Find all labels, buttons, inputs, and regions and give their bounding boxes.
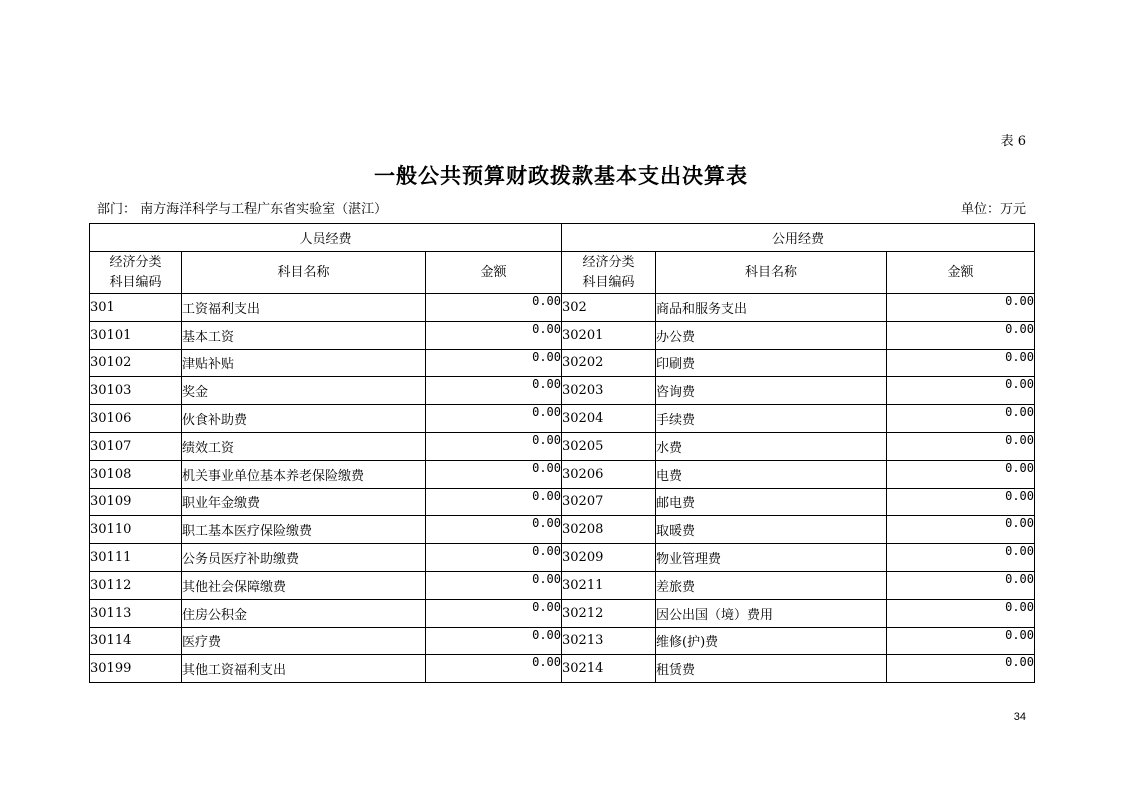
- section-personnel: 人员经费: [90, 224, 562, 252]
- right-name-cell: 差旅费: [656, 571, 887, 599]
- left-code-cell: 30114: [90, 627, 182, 655]
- right-code-cell: 30208: [562, 516, 656, 544]
- left-amount-cell: 0.00: [426, 655, 562, 683]
- left-amount-cell: 0.00: [426, 349, 562, 377]
- left-amount-cell: 0.00: [426, 627, 562, 655]
- left-name-cell: 职工基本医疗保险缴费: [182, 516, 426, 544]
- right-name-cell: 物业管理费: [656, 544, 887, 572]
- table-row: [90, 294, 1035, 322]
- left-code-cell: 30112: [90, 571, 182, 599]
- table-row: [90, 516, 1035, 544]
- left-code-cell: 30102: [90, 349, 182, 377]
- right-amount-cell: 0.00: [887, 405, 1035, 433]
- left-amount-cell: 0.00: [426, 377, 562, 405]
- right-amount-cell: 0.00: [887, 655, 1035, 683]
- left-name-cell: 伙食补助费: [182, 405, 426, 433]
- header-name-left: 科目名称: [182, 252, 426, 294]
- right-amount-cell: 0.00: [887, 599, 1035, 627]
- right-name-cell: 咨询费: [656, 377, 887, 405]
- table-number: 表 6: [1000, 134, 1026, 149]
- left-code-cell: 30106: [90, 405, 182, 433]
- table-row: [90, 405, 1035, 433]
- table-row: [90, 460, 1035, 488]
- right-amount-cell: 0.00: [887, 321, 1035, 349]
- left-name-cell: 医疗费: [182, 627, 426, 655]
- right-name-cell: 手续费: [656, 405, 887, 433]
- header-amount-left: 金额: [426, 252, 562, 294]
- left-name-cell: 基本工资: [182, 321, 426, 349]
- header-code-right: 经济分类 科目编码: [562, 252, 656, 294]
- right-amount-cell: 0.00: [887, 571, 1035, 599]
- right-amount-cell: 0.00: [887, 377, 1035, 405]
- table-row: [90, 627, 1035, 655]
- left-name-cell: 奖金: [182, 377, 426, 405]
- left-code-cell: 30109: [90, 488, 182, 516]
- left-name-cell: 其他工资福利支出: [182, 655, 426, 683]
- right-amount-cell: 0.00: [887, 349, 1035, 377]
- left-code-cell: 30107: [90, 432, 182, 460]
- table-row: [90, 544, 1035, 572]
- left-code-cell: 30111: [90, 544, 182, 572]
- right-name-cell: 印刷费: [656, 349, 887, 377]
- right-name-cell: 水费: [656, 432, 887, 460]
- budget-table: [89, 223, 1035, 683]
- page-title: 一般公共预算财政拨款基本支出决算表: [374, 163, 748, 188]
- right-name-cell: 邮电费: [656, 488, 887, 516]
- right-name-cell: 因公出国（境）费用: [656, 599, 887, 627]
- left-name-cell: 其他社会保障缴费: [182, 571, 426, 599]
- right-code-cell: 30207: [562, 488, 656, 516]
- table-row: [90, 599, 1035, 627]
- left-name-cell: 工资福利支出: [182, 294, 426, 322]
- right-amount-cell: 0.00: [887, 516, 1035, 544]
- right-code-cell: 30205: [562, 432, 656, 460]
- left-amount-cell: 0.00: [426, 599, 562, 627]
- left-amount-cell: 0.00: [426, 571, 562, 599]
- left-code-cell: 30199: [90, 655, 182, 683]
- left-amount-cell: 0.00: [426, 321, 562, 349]
- table-row: [90, 321, 1035, 349]
- right-amount-cell: 0.00: [887, 627, 1035, 655]
- right-amount-cell: 0.00: [887, 294, 1035, 322]
- right-code-cell: 30213: [562, 627, 656, 655]
- left-code-cell: 30101: [90, 321, 182, 349]
- left-amount-cell: 0.00: [426, 516, 562, 544]
- left-name-cell: 津贴补贴: [182, 349, 426, 377]
- section-header-row: [90, 224, 1035, 252]
- right-code-cell: 30206: [562, 460, 656, 488]
- left-code-cell: 30113: [90, 599, 182, 627]
- left-name-cell: 机关事业单位基本养老保险缴费: [182, 460, 426, 488]
- right-name-cell: 租赁费: [656, 655, 887, 683]
- left-code-cell: 30110: [90, 516, 182, 544]
- left-name-cell: 公务员医疗补助缴费: [182, 544, 426, 572]
- table-row: [90, 432, 1035, 460]
- right-code-cell: 30214: [562, 655, 656, 683]
- left-amount-cell: 0.00: [426, 460, 562, 488]
- left-name-cell: 绩效工资: [182, 432, 426, 460]
- department-label: 部门： 南方海洋科学与工程广东省实验室（湛江）: [97, 202, 388, 217]
- table-row: [90, 488, 1035, 516]
- right-name-cell: 商品和服务支出: [656, 294, 887, 322]
- right-name-cell: 电费: [656, 460, 887, 488]
- left-amount-cell: 0.00: [426, 405, 562, 433]
- left-amount-cell: 0.00: [426, 544, 562, 572]
- section-public: 公用经费: [562, 224, 1035, 252]
- header-code-left: 经济分类 科目编码: [90, 252, 182, 294]
- column-header-row: [90, 252, 1035, 294]
- right-code-cell: 30212: [562, 599, 656, 627]
- table-row: [90, 571, 1035, 599]
- unit-label: 单位：万元: [960, 202, 1026, 217]
- header-amount-right: 金额: [887, 252, 1035, 294]
- right-amount-cell: 0.00: [887, 460, 1035, 488]
- left-code-cell: 30103: [90, 377, 182, 405]
- right-code-cell: 30204: [562, 405, 656, 433]
- right-code-cell: 30202: [562, 349, 656, 377]
- page-number: 34: [1013, 711, 1026, 723]
- right-amount-cell: 0.00: [887, 544, 1035, 572]
- table-row: [90, 349, 1035, 377]
- right-code-cell: 30203: [562, 377, 656, 405]
- left-name-cell: 职业年金缴费: [182, 488, 426, 516]
- right-amount-cell: 0.00: [887, 432, 1035, 460]
- right-amount-cell: 0.00: [887, 488, 1035, 516]
- right-code-cell: 302: [562, 294, 656, 322]
- left-code-cell: 301: [90, 294, 182, 322]
- left-amount-cell: 0.00: [426, 488, 562, 516]
- header-name-right: 科目名称: [656, 252, 887, 294]
- right-code-cell: 30211: [562, 571, 656, 599]
- left-amount-cell: 0.00: [426, 432, 562, 460]
- right-name-cell: 办公费: [656, 321, 887, 349]
- left-name-cell: 住房公积金: [182, 599, 426, 627]
- right-code-cell: 30209: [562, 544, 656, 572]
- left-code-cell: 30108: [90, 460, 182, 488]
- table-row: [90, 377, 1035, 405]
- right-name-cell: 取暖费: [656, 516, 887, 544]
- right-code-cell: 30201: [562, 321, 656, 349]
- table-row: [90, 655, 1035, 683]
- right-name-cell: 维修(护)费: [656, 627, 887, 655]
- left-amount-cell: 0.00: [426, 294, 562, 322]
